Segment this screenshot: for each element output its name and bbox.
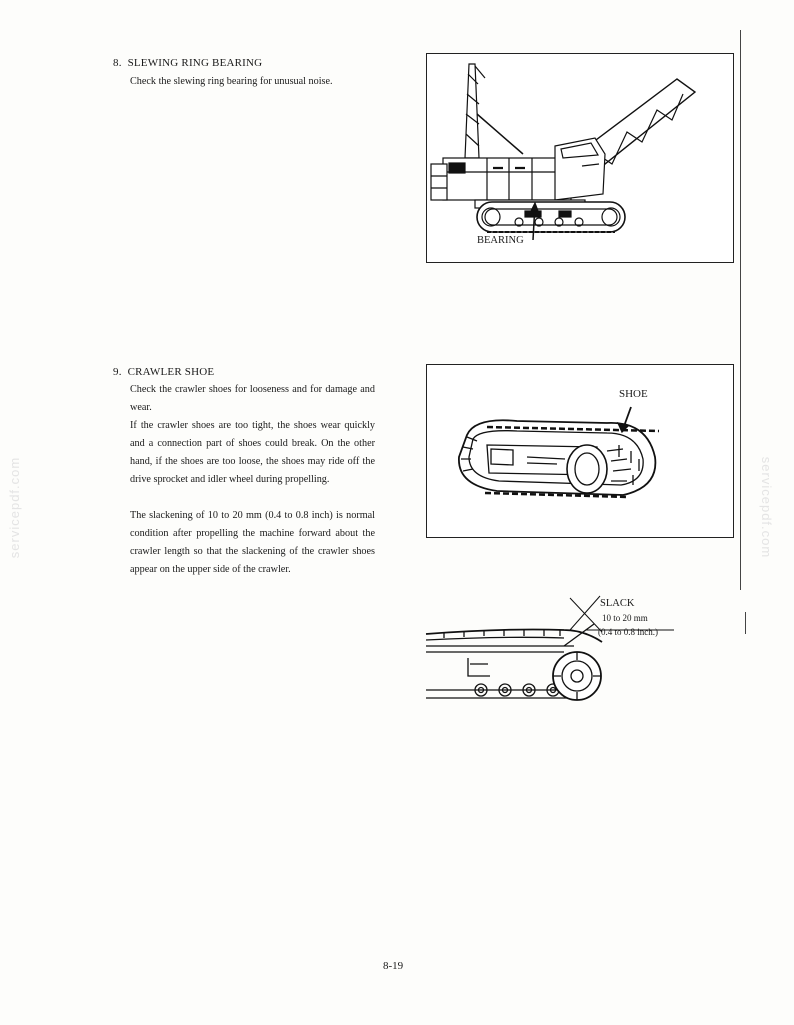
watermark-right: servicepdf.com [759, 456, 775, 559]
section-8-title: SLEWING RING BEARING [127, 57, 263, 69]
bearing-label: BEARING [477, 235, 524, 246]
section-9-paragraph-3: The slackening of 10 to 20 mm (0.4 to 0.8 inch) is normal condition after propelling the machine forward about the crawler length so that the slackening of the crawler shoes appear on the upper side of the crawler. [130, 510, 375, 575]
section-9-body [130, 381, 375, 579]
slack-label: SLACK [600, 598, 635, 609]
page-number: 8-19 [383, 960, 404, 972]
section-9-heading: 9. CRAWLER SHOE [113, 366, 215, 378]
shoe-label: SHOE [619, 388, 648, 400]
page-edge-line [740, 30, 741, 590]
section-9-paragraph-1: Check the crawler shoes for looseness and for damage and wear. [130, 384, 375, 413]
crawler-shoe-figure [426, 364, 734, 538]
section-8-paragraph: Check the slewing ring bearing for unusual noise. [130, 76, 333, 87]
slack-mm-label: 10 to 20 mm [602, 613, 648, 623]
section-8-heading: 8. SLEWING RING BEARING [113, 57, 263, 69]
crane-illustration [427, 54, 733, 262]
section-8-body [130, 73, 392, 91]
crawler-shoe-illustration [427, 365, 733, 537]
watermark-left: servicepdf.com [7, 456, 23, 559]
crawler-slack-illustration [424, 590, 734, 710]
section-9-title: CRAWLER SHOE [127, 366, 215, 378]
page-edge-mark [745, 612, 746, 634]
section-9-paragraph-2: If the crawler shoes are too tight, the shoes wear quickly and a connection part of shoes could break. On the other hand, if the shoes are too loose, the shoes may ride off the drive sprocket and idler wheel during propelling. [130, 420, 375, 485]
crawler-slack-figure [424, 590, 734, 710]
slack-inch-label: (0.4 to 0.8 inch.) [598, 627, 658, 637]
crane-bearing-figure [426, 53, 734, 263]
